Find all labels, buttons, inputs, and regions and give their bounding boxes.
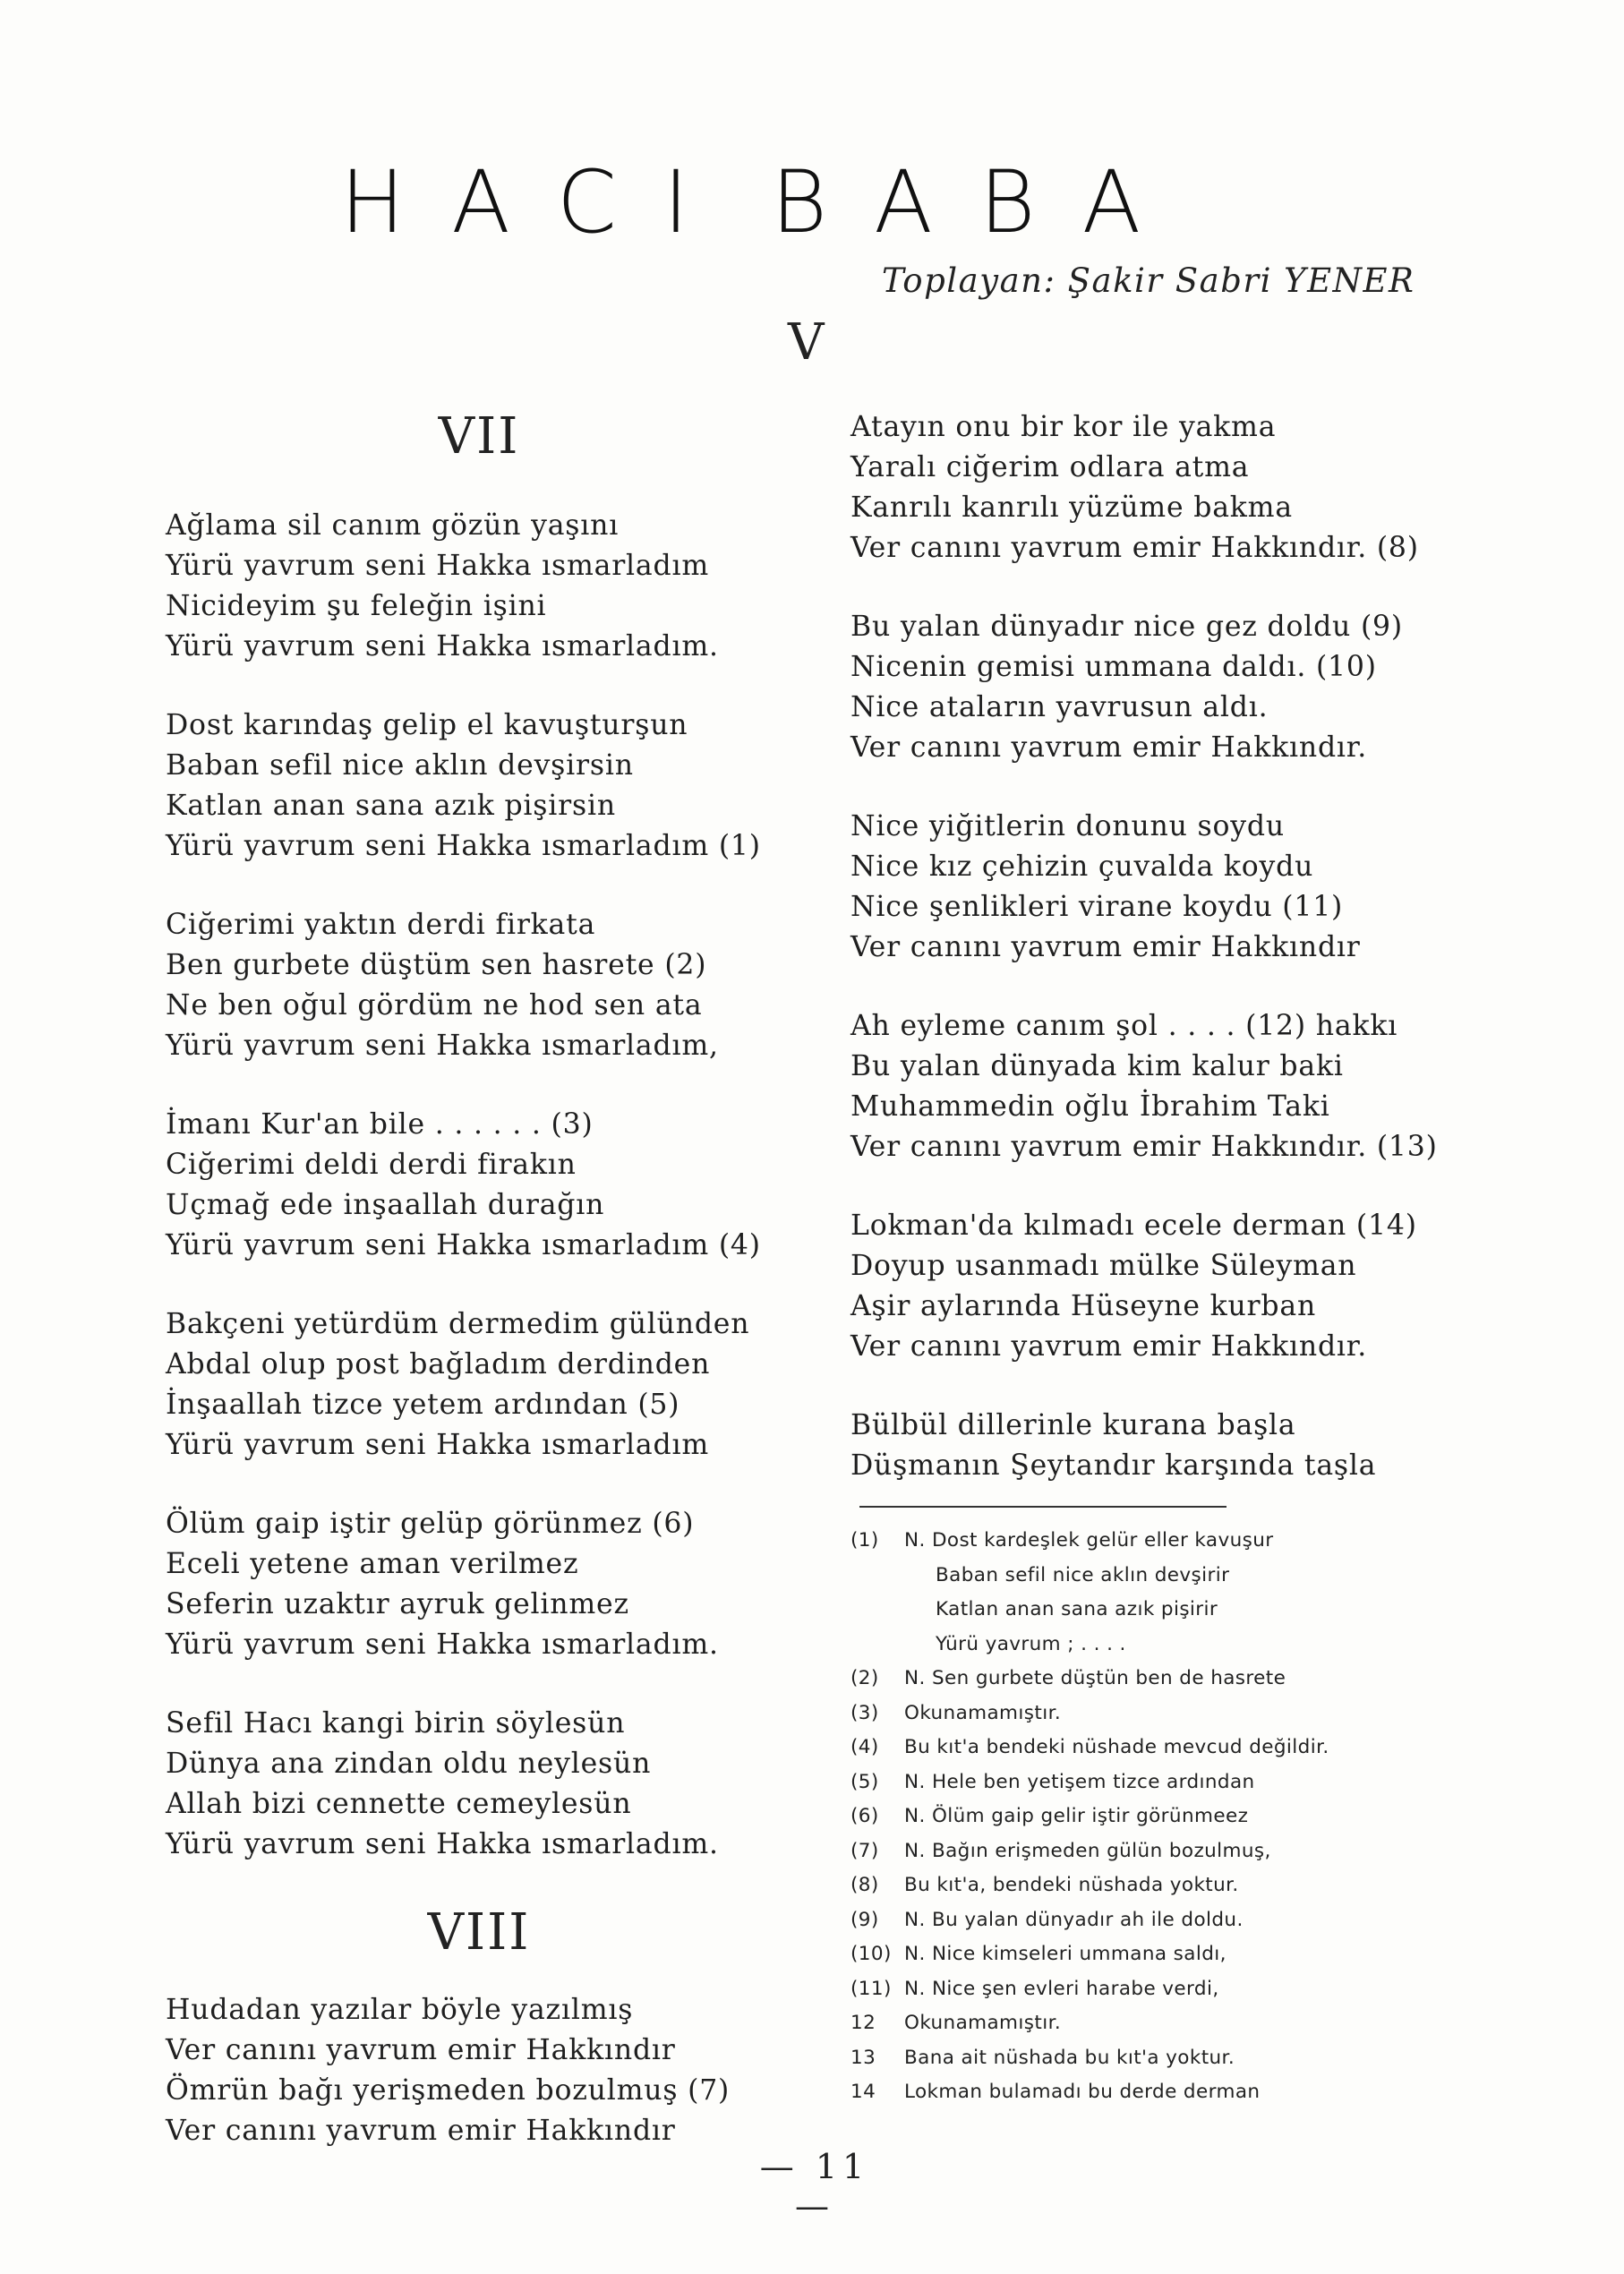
stanza xyxy=(166,1304,792,1466)
section-heading: VIII xyxy=(427,1903,531,1962)
part-number: V xyxy=(788,313,825,372)
footnote-divider xyxy=(859,1506,1227,1508)
title-letter: H xyxy=(340,152,452,252)
verse-line: Yürü yavrum seni Hakka ısmarladım. xyxy=(166,630,719,663)
verse-line: Dünya ana zindan oldu neylesün xyxy=(166,1748,652,1780)
verse-line: Yürü yavrum seni Hakka ısmarladım xyxy=(166,550,710,582)
stanza xyxy=(166,506,792,667)
left-column xyxy=(166,407,792,2190)
footnote-line xyxy=(850,1731,1477,1765)
verse-line: Ağlama sil canım gözün yaşını xyxy=(166,509,620,542)
footnote-line xyxy=(850,1524,1477,1559)
footnote-text: N. Sen gurbete düştün ben de hasrete xyxy=(904,1667,1286,1689)
verse-line: Yürü yavrum seni Hakka ısmarladım xyxy=(166,1429,710,1461)
title-letter: A xyxy=(874,152,979,252)
footnote-text: N. Bağın erişmeden gülün bozulmuş, xyxy=(904,1839,1271,1862)
title-letter: A xyxy=(1081,152,1188,252)
footnote-number: (6) xyxy=(850,1805,879,1827)
footnote-number: (2) xyxy=(850,1667,879,1689)
stanza xyxy=(166,1990,792,2151)
verse-line: Abdal olup post bağladım derdinden xyxy=(166,1348,711,1381)
verse-line: Nice kız çehizin çuvalda koydu xyxy=(850,851,1314,883)
footnote-text: N. Bu yalan dünyadır ah ile doldu. xyxy=(904,1908,1244,1931)
footnote-number: 12 xyxy=(850,2012,876,2034)
verse-line: Katlan anan sana azık pişirsin xyxy=(166,790,616,822)
footnote-line xyxy=(850,1937,1477,1972)
verse-line: Nice yiğitlerin donunu soydu xyxy=(850,810,1285,842)
stanza xyxy=(850,1206,1477,1367)
verse-line: Ver canını yavrum emir Hakkındır. xyxy=(850,1330,1368,1363)
verse-line: Lokman'da kılmadı ecele derman (14) xyxy=(850,1210,1417,1242)
footnote-text: Bu kıt'a bendeki nüshade mevcud değildir. xyxy=(904,1736,1329,1758)
verse-line: Ömrün bağı yerişmeden bozulmuş (7) xyxy=(166,2074,731,2107)
stanza xyxy=(166,1105,792,1266)
verse-line: Ver canını yavrum emir Hakkındır xyxy=(166,2115,676,2147)
footnote-number: (5) xyxy=(850,1770,879,1793)
title-letter: C xyxy=(556,152,663,252)
footnote-number: (1) xyxy=(850,1529,879,1552)
title-letter: A xyxy=(451,152,557,252)
footnote-line xyxy=(850,1868,1477,1903)
verse-line: Yaralı ciğerim odlara atma xyxy=(850,451,1250,483)
verse-line: Allah bizi cennette cemeylesün xyxy=(166,1788,632,1820)
stanza xyxy=(166,1704,792,1865)
footnote-text: N. Hele ben yetişem tizce ardından xyxy=(904,1770,1255,1793)
verse-line: Yürü yavrum seni Hakka ısmarladım (4) xyxy=(166,1229,761,1261)
footnote-number: (4) xyxy=(850,1736,879,1758)
footnote-text: Yürü yavrum ; . . . . xyxy=(936,1632,1126,1655)
verse-line: Nicenin gemisi ummana daldı. (10) xyxy=(850,651,1377,683)
verse-line: Kanrılı kanrılı yüzüme bakma xyxy=(850,492,1293,524)
footnote-text: N. Nice kimseleri ummana saldı, xyxy=(904,1943,1227,1965)
verse-line: Yürü yavrum seni Hakka ısmarladım, xyxy=(166,1030,719,1062)
footnote-number: 13 xyxy=(850,2046,876,2069)
footnote-line xyxy=(850,1697,1477,1731)
verse-line: Ciğerimi deldi derdi firakın xyxy=(166,1149,577,1181)
verse-line: Ah eyleme canım şol . . . . (12) hakkı xyxy=(850,1010,1398,1042)
verse-line: Nice şenlikleri virane koydu (11) xyxy=(850,891,1344,923)
stanza xyxy=(850,1006,1477,1167)
verse-line: Sefil Hacı kangi birin söylesün xyxy=(166,1707,626,1740)
verse-line: Yürü yavrum seni Hakka ısmarladım. xyxy=(166,1828,719,1860)
verse-line: Yürü yavrum seni Hakka ısmarladım. xyxy=(166,1629,719,1661)
title-letter: B xyxy=(771,152,875,252)
footnote-line xyxy=(850,1593,1477,1628)
footnote-text: N. Dost kardeşlek gelür eller kavuşur xyxy=(904,1529,1274,1552)
verse-line: Bülbül dillerinle kurana başla xyxy=(850,1409,1296,1441)
footnote-number: (9) xyxy=(850,1908,879,1931)
verse-line: Düşmanın Şeytandır karşında taşla xyxy=(850,1449,1377,1482)
verse-line: Seferin uzaktır ayruk gelinmez xyxy=(166,1588,629,1620)
verse-line: İnşaallah tizce yetem ardından (5) xyxy=(166,1389,680,1421)
verse-line: Dost karındaş gelip el kavuşturşun xyxy=(166,709,688,741)
footnote-line xyxy=(850,1903,1477,1938)
verse-line: Bu yalan dünyada kim kalur baki xyxy=(850,1050,1344,1082)
footnote-number: 14 xyxy=(850,2081,876,2103)
footnote-line xyxy=(850,1628,1477,1663)
footnote-text: Bana ait nüshada bu kıt'a yoktur. xyxy=(904,2046,1235,2069)
footnote-number: (7) xyxy=(850,1839,879,1862)
footnote-text: Okunamamıştır. xyxy=(904,1701,1062,1724)
verse-line: Nicideyim şu feleğin işini xyxy=(166,590,547,622)
verse-line: Ver canını yavrum emir Hakkındır xyxy=(166,2034,676,2066)
verse-line: Atayın onu bir kor ile yakma xyxy=(850,411,1277,443)
footnote-line xyxy=(850,1559,1477,1594)
verse-line: Hudadan yazılar böyle yazılmış xyxy=(166,1994,634,2026)
verse-line: Aşir aylarında Hüseyne kurban xyxy=(850,1290,1317,1322)
title-letter: B xyxy=(979,152,1082,252)
footnote-line xyxy=(850,1662,1477,1697)
stanza xyxy=(850,807,1477,968)
footnote-line xyxy=(850,2041,1477,2076)
verse-line: Eceli yetene aman verilmez xyxy=(166,1548,579,1580)
verse-line: İmanı Kur'an bile . . . . . . (3) xyxy=(166,1108,594,1141)
verse-line: Uçmağ ede inşaallah durağın xyxy=(166,1189,605,1221)
footnote-number: (3) xyxy=(850,1701,879,1724)
footnote-text: Katlan anan sana azık pişirir xyxy=(936,1598,1218,1620)
verse-line: Ben gurbete düştüm sen hasrete (2) xyxy=(166,949,707,981)
footnote-text: N. Ölüm gaip gelir iştir görünmeez xyxy=(904,1805,1249,1827)
footnote-text: Baban sefil nice aklın devşirir xyxy=(936,1563,1230,1586)
footnote-number: (11) xyxy=(850,1977,892,2000)
page-title xyxy=(340,152,1289,252)
verse-line: Muhammedin oğlu İbrahim Taki xyxy=(850,1090,1330,1123)
footnote-line xyxy=(850,1972,1477,2007)
page-number: — 11 — xyxy=(759,2147,870,2226)
verse-line: Nice ataların yavrusun aldı. xyxy=(850,691,1269,723)
footnote-line xyxy=(850,2075,1477,2110)
collector-credit: Toplayan: Şakir Sabri YENER xyxy=(882,261,1415,300)
verse-line: Ne ben oğul gördüm ne hod sen ata xyxy=(166,989,703,1022)
verse-line: Bakçeni yetürdüm dermedim gülünden xyxy=(166,1308,750,1340)
verse-line: Ver canını yavrum emir Hakkındır. (8) xyxy=(850,532,1419,564)
stanza xyxy=(166,1504,792,1665)
title-letter: I xyxy=(662,152,736,252)
verse-line: Ver canını yavrum emir Hakkındır. xyxy=(850,731,1368,764)
right-column xyxy=(850,407,1477,2110)
verse-line: Ciğerimi yaktın derdi firkata xyxy=(166,909,596,941)
verse-line: Doyup usanmadı mülke Süleyman xyxy=(850,1250,1357,1282)
footnote-text: Okunamamıştır. xyxy=(904,2012,1062,2034)
verse-line: Yürü yavrum seni Hakka ısmarladım (1) xyxy=(166,830,761,862)
section-heading: VII xyxy=(438,407,520,466)
footnote-text: N. Nice şen evleri harabe verdi, xyxy=(904,1977,1219,2000)
verse-line: Ver canını yavrum emir Hakkındır. (13) xyxy=(850,1131,1438,1163)
stanza xyxy=(166,905,792,1066)
footnote-line xyxy=(850,1800,1477,1834)
footnote-number: (8) xyxy=(850,1874,879,1896)
verse-line: Ölüm gaip iştir gelüp görünmez (6) xyxy=(166,1508,695,1540)
footnote-text: Lokman bulamadı bu derde derman xyxy=(904,2081,1261,2103)
stanza xyxy=(850,1406,1477,1486)
verse-line: Bu yalan dünyadır nice gez doldu (9) xyxy=(850,611,1403,643)
verse-line: Baban sefil nice aklın devşirsin xyxy=(166,749,634,782)
verse-line: Ver canını yavrum emir Hakkındır xyxy=(850,931,1361,963)
footnote-text: Bu kıt'a, bendeki nüshada yoktur. xyxy=(904,1874,1239,1896)
footnote-line xyxy=(850,1765,1477,1800)
stanza xyxy=(850,607,1477,768)
footnote-line xyxy=(850,1834,1477,1869)
footnote-number: (10) xyxy=(850,1943,892,1965)
stanza xyxy=(850,407,1477,568)
footnote-line xyxy=(850,2006,1477,2041)
footnotes xyxy=(850,1524,1477,2110)
stanza xyxy=(166,705,792,867)
